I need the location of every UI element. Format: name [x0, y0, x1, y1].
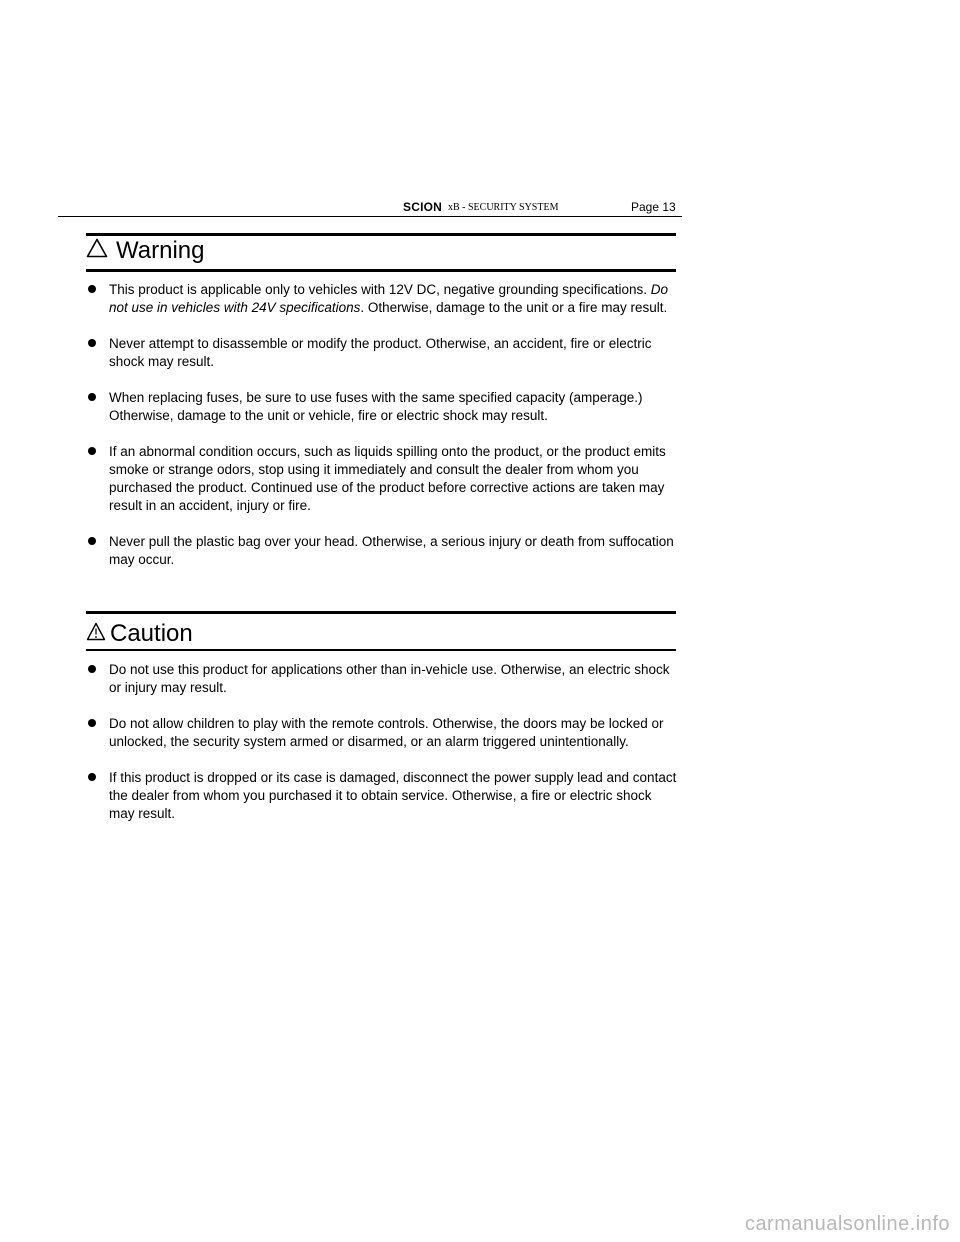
- page-number: Page 13: [631, 200, 676, 214]
- bullet-icon: [88, 773, 96, 781]
- caution-title: Caution: [110, 620, 193, 647]
- warning-triangle-icon: [86, 238, 108, 263]
- warning-item-4-text: If an abnormal condition occurs, such as liquids spilling onto the product, or the product emits smoke or strange odors, stop using it immediately and consult the dealer from whom you purchased the product. Continued use of the product before corrective actions are taken may result in an accident, injury or fire.: [109, 444, 666, 513]
- list-item: [88, 769, 678, 823]
- page-header: [58, 200, 682, 217]
- warning-item-1-italic: Do not use in vehicles with 24V specifications: [109, 282, 669, 315]
- warning-bottom-rule: [86, 269, 676, 272]
- warning-heading: [86, 238, 204, 263]
- caution-top-rule: [86, 611, 676, 614]
- caution-heading: [86, 622, 193, 646]
- list-item: [88, 335, 678, 371]
- bullet-icon: [88, 537, 96, 545]
- bullet-icon: [88, 285, 96, 293]
- bullet-icon: [88, 665, 96, 673]
- header-brand: SCION: [403, 200, 443, 214]
- warning-item-2-text: Never attempt to disassemble or modify the product. Otherwise, an accident, fire or electric shock may result.: [109, 336, 652, 369]
- site-watermark: carmanualsonline.info: [744, 1213, 950, 1235]
- bullet-icon: [88, 719, 96, 727]
- warning-list: [88, 281, 678, 587]
- list-item: [88, 533, 678, 569]
- caution-item-3-text: If this product is dropped or its case is damaged, disconnect the power supply lead and contact the dealer from whom you purchased it to obtain service. Otherwise, a fire or electric shock may result.: [109, 770, 677, 821]
- header-subtitle: xB - SECURITY SYSTEM: [448, 202, 559, 213]
- list-item: [88, 661, 678, 697]
- list-item: [88, 715, 678, 751]
- caution-item-2-text: Do not allow children to play with the remote controls. Otherwise, the doors may be locked or unlocked, the security system armed or disarmed, or an alarm triggered unintentionally.: [109, 716, 664, 749]
- list-item: [88, 389, 678, 425]
- caution-bottom-rule: [86, 649, 676, 651]
- bullet-icon: [88, 447, 96, 455]
- warning-title: Warning: [116, 236, 205, 264]
- warning-item-3-text: When replacing fuses, be sure to use fuses with the same specified capacity (amperage.) Otherwise, damage to the unit or vehicle, fire or electric shock may result.: [109, 390, 643, 423]
- caution-triangle-icon: [86, 622, 106, 646]
- bullet-icon: [88, 339, 96, 347]
- list-item: [88, 443, 678, 515]
- list-item: [88, 281, 678, 317]
- warning-item-5-text: Never pull the plastic bag over your head. Otherwise, a serious injury or death from suffocation may occur.: [109, 534, 674, 567]
- warning-top-rule: [86, 233, 676, 236]
- warning-item-1-text-a: This product is applicable only to vehicles with 12V DC, negative grounding specifications.: [109, 282, 651, 297]
- bullet-icon: [88, 393, 96, 401]
- caution-list: [88, 661, 678, 841]
- caution-item-1-text: Do not use this product for applications other than in-vehicle use. Otherwise, an electric shock or injury may result.: [109, 662, 670, 695]
- warning-item-1-text-b: . Otherwise, damage to the unit or a fire may result.: [360, 300, 668, 315]
